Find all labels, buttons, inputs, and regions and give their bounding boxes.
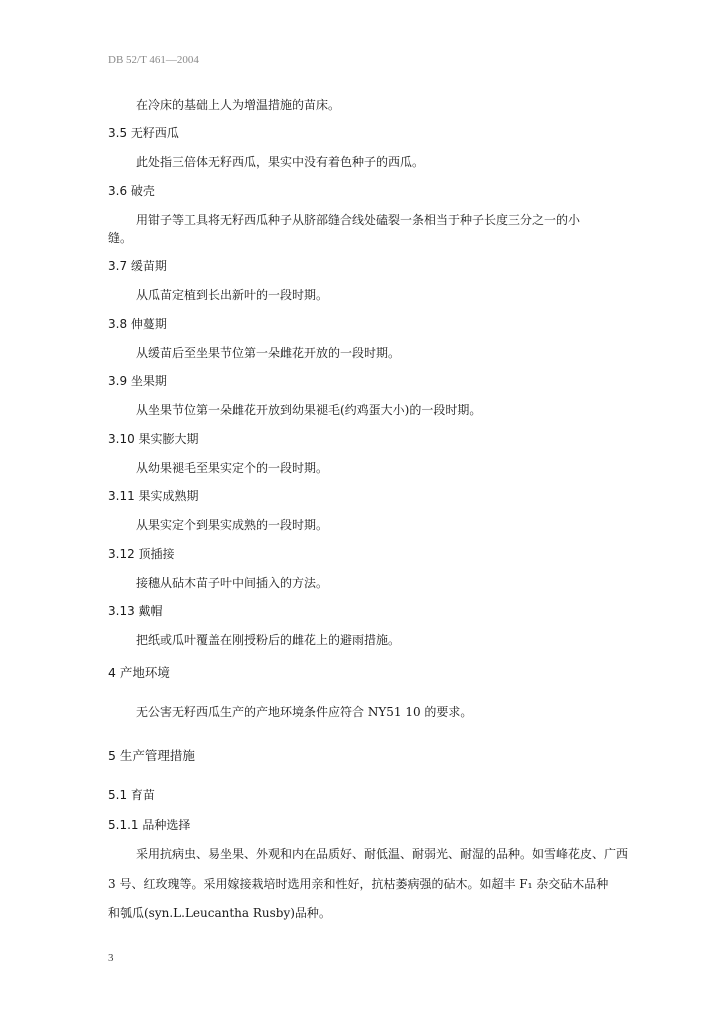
paragraph: 采用抗病虫、易坐果、外观和内在品质好、耐低温、耐弱光、耐湿的品种。如雪峰花皮、广西: [136, 847, 629, 861]
paragraph: 从果实定个到果实成熟的一段时期。: [136, 518, 329, 532]
paragraph: 此处指三倍体无籽西瓜，果实中没有着色种子的西瓜。: [136, 155, 425, 169]
section-heading-3-7: 3.7 缓苗期: [108, 259, 167, 273]
section-heading-3-11: 3.11 果实成熟期: [108, 489, 199, 503]
section-heading-4: 4 产地环境: [108, 665, 170, 680]
paragraph: 从坐果节位第一朵雌花开放到幼果褪毛(约鸡蛋大小)的一段时期。: [136, 403, 482, 417]
section-heading-3-10: 3.10 果实膨大期: [108, 432, 199, 446]
page-number: 3: [108, 952, 114, 964]
paragraph: 无公害无籽西瓜生产的产地环境条件应符合 NY51 10 的要求。: [136, 705, 473, 719]
section-heading-3-8: 3.8 伸蔓期: [108, 317, 167, 331]
paragraph-continuation: 3 号、红玫瑰等。采用嫁接栽培时选用亲和性好，抗枯萎病强的砧木。如超丰 F₁ 杂交砧木品种: [108, 877, 609, 891]
paragraph: 从幼果褪毛至果实定个的一段时期。: [136, 461, 329, 475]
section-heading-5-1-1: 5.1.1 品种选择: [108, 818, 191, 832]
paragraph: 用钳子等工具将无籽西瓜种子从脐部缝合线处磕裂一条相当于种子长度三分之一的小: [136, 213, 581, 227]
section-heading-3-12: 3.12 顶插接: [108, 547, 175, 561]
paragraph: 在冷床的基础上人为增温措施的苗床。: [136, 98, 341, 112]
section-heading-5: 5 生产管理措施: [108, 748, 195, 763]
paragraph: 从缓苗后至坐果节位第一朵雌花开放的一段时期。: [136, 346, 401, 360]
paragraph: 从瓜苗定植到长出新叶的一段时期。: [136, 288, 329, 302]
paragraph-continuation: 和瓠瓜(syn.L.Leucantha Rusby)品种。: [108, 906, 331, 920]
section-heading-3-13: 3.13 戴帽: [108, 604, 163, 618]
paragraph: 把纸或瓜叶覆盖在刚授粉后的雌花上的避雨措施。: [136, 633, 401, 647]
section-heading-5-1: 5.1 育苗: [108, 788, 155, 802]
section-heading-3-6: 3.6 破壳: [108, 184, 155, 198]
paragraph-continuation: 缝。: [108, 231, 133, 245]
section-heading-3-5: 3.5 无籽西瓜: [108, 126, 179, 140]
paragraph: 接穗从砧木苗子叶中间插入的方法。: [136, 576, 329, 590]
standard-header: DB 52/T 461—2004: [108, 54, 199, 66]
section-heading-3-9: 3.9 坐果期: [108, 374, 167, 388]
